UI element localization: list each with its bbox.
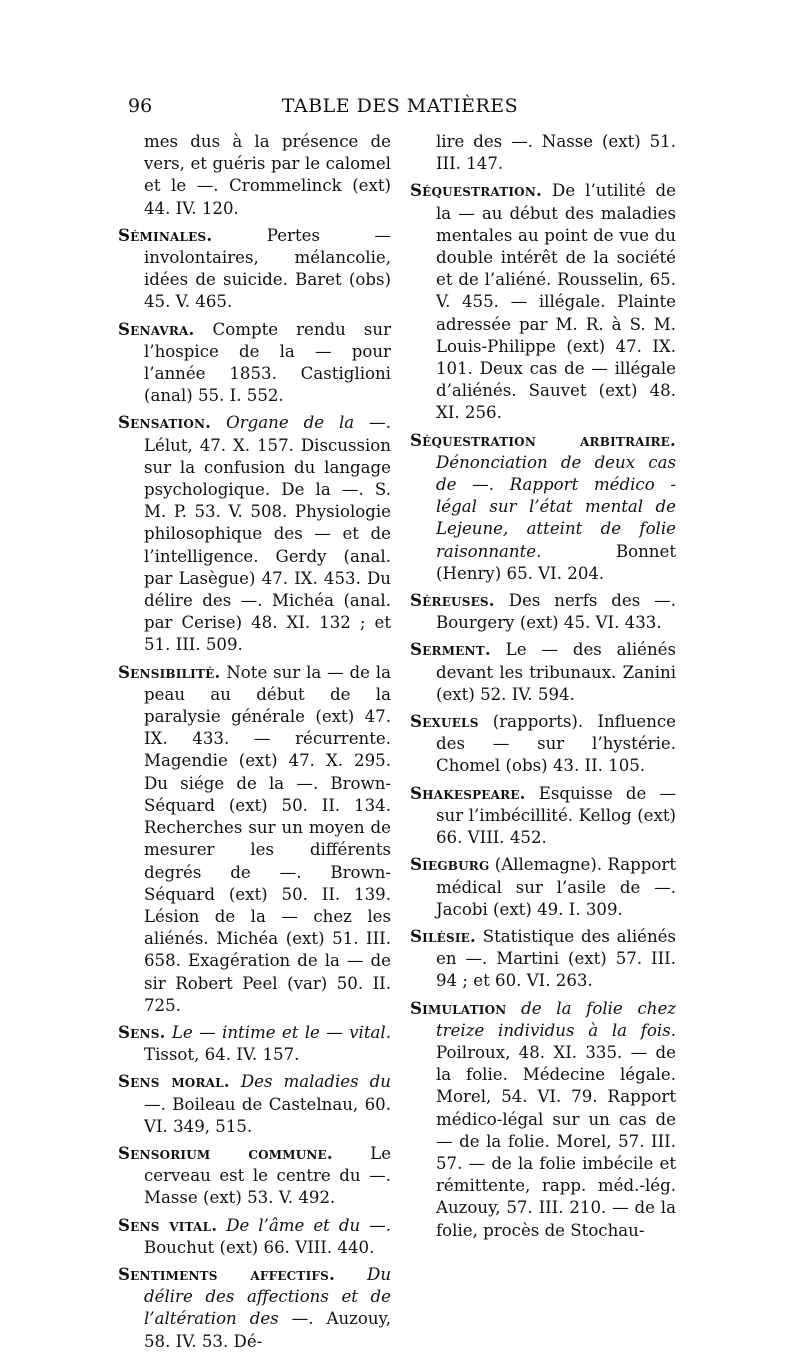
entry-text: Bouchut (ext) 66. VIII. 440. [144,1237,375,1257]
index-entry [118,411,391,656]
index-entry [410,997,676,1242]
entry-text: Lélut, 47. X. 157. Discussion sur la confusion du langage psychologique. De la —. S. M. P. 53. V. 508. Physiologie philosophique des — et de l’intelligence. Gerdy (anal. par Lasègue) 47. IX. 453. Du délire des —. Michéa (anal. par Cerise) 48. XI. 132 ; et 51. III. 509. [144,435,391,655]
entry-headword: Sens. [118,1021,166,1042]
entry-text: Le — des aliénés devant les tribunaux. Zanini (ext) 52. IV. 594. [436,640,676,704]
index-entry [118,1070,391,1138]
entry-text: Tissot, 64. IV. 157. [144,1045,300,1065]
entry-headword: Sentiments affectifs. [118,1263,335,1284]
entry-headword: Séreuses. [410,590,495,611]
entry-text: mes dus à la présence de vers, et guéris par le calomel et le —. Crommelinck (ext) 44. IV. 120. [144,132,391,218]
index-entry [118,131,391,220]
entry-italic-title: Organe de la —. [226,413,391,433]
entry-headword: Silésie. [410,925,476,946]
entry-text: Le cerveau est le centre du —. Masse (ext) 53. V. 492. [144,1143,392,1208]
entry-italic-title: Des maladies du —. [144,1072,391,1114]
entry-text: Poilroux, 48. XI. 335. — de la folie. Médecine légale. Morel, 54. VI. 79. Rapport médico-légal sur un cas de — de la folie. Morel, 57. III. 57. — de la folie imbécile et rémittente, rapp. méd.-lég. Auzouy, 57. III. 210. — de la folie, procès de Stochau- [436,1042,676,1240]
index-entry [410,429,676,585]
entry-italic-title: Le — intime et le — vital. [171,1022,392,1042]
entry-italic-title: De l’âme et du —. [226,1215,391,1235]
index-entry [410,925,676,993]
entry-headword: Séminales. [118,224,213,245]
entry-text: Note sur la — de la peau au début de la paralysie générale (ext) 47. IX. 433. — récurrente. Magendie (ext) 47. X. 295. Du siége de la —. Brown-Séquard (ext) 50. II. 134. Recherches sur un moyen de mesurer les différents degrés de —. Brown-Séquard (ext) 50. II. 139. Lésion de la — chez les aliénés. Michéa (ext) 51. III. 658. Exagération de la — de sir Robert Peel (var) 50. II. 725. [144,662,391,1015]
entry-text: Auzouy, 58. IV. 53. Dé- [144,1309,392,1351]
index-entry [118,661,391,1017]
index-entry [410,589,676,634]
page-header [114,95,686,123]
entry-text: Statistique des aliénés en —. Martini (ext) 57. III. 94 ; et 60. VI. 263. [436,926,676,991]
entry-headword: Séquestration arbitraire. [410,429,676,450]
entry-text: Compte rendu sur l’hospice de la — pour l’année 1853. Castiglioni (anal) 55. I. 552. [144,319,392,406]
index-entry [410,179,676,424]
index-entry [118,1214,391,1259]
page-number: 96 [128,95,153,117]
entry-text: lire des —. Nasse (ext) 51. III. 147. [436,132,676,174]
index-entry [410,782,676,850]
index-entry [118,1021,391,1066]
entry-text: Esquisse de — sur l’imbécillité. Kellog (ext) 66. VIII. 452. [436,783,676,848]
entry-italic-title: de la folie chez treize individus à la fois. [436,998,677,1040]
entry-headword: Sensation. [118,412,212,433]
index-entry [118,1263,391,1353]
entry-text: (Allemagne). Rapport médical sur l’asile de —. Jacobi (ext) 49. I. 309. [436,855,677,919]
entry-italic-title: Dénonciation de deux cas de —. Rapport médico - légal sur l’état mental de Lejeune, atteint de folie raisonnante. [436,452,676,561]
entry-text: Des nerfs des —. Bourgery (ext) 45. VI. 433. [436,591,677,633]
index-entry [410,638,676,706]
entry-text: Boileau de Castelnau, 60. VI. 349, 515. [144,1094,391,1136]
entry-headword: Siegburg [410,854,490,875]
entry-headword: Simulation [410,997,507,1018]
entry-headword: Sens vital. [118,1214,218,1235]
left-column [118,131,391,1357]
entry-headword: Sens moral. [118,1071,230,1092]
index-entry [118,318,391,408]
index-entry [118,224,391,314]
entry-text: (rapports). Influence des — sur l’hystérie. Chomel (obs) 43. II. 105. [436,712,677,776]
entry-headword: Shakespeare. [410,782,526,803]
entry-text: Pertes — involontaires, mélancolie, idées de suicide. Baret (obs) 45. V. 465. [144,225,392,312]
index-entry [410,853,676,921]
index-entry [410,131,676,175]
entry-headword: Sensorium commune. [118,1142,333,1163]
entry-headword: Senavra. [118,318,195,339]
entry-headword: Sexuels [410,711,479,732]
right-column [410,131,676,1246]
entry-headword: Sensibilité. [118,661,221,682]
index-entry [410,710,676,778]
page-title: TABLE DES MATIÈRES [281,95,519,117]
index-entry [118,1142,391,1210]
entry-headword: Séquestration. [410,180,542,201]
entry-text: Bonnet (Henry) 65. VI. 204. [436,541,676,583]
entry-headword: Serment. [410,639,491,660]
entry-italic-title: Du délire des affections et de l’altération des —. [144,1264,392,1329]
entry-text: De l’utilité de la — au début des maladies mentales au point de vue du double intérêt de la société et de l’aliéné. Rousselin, 65. V. 455. — illégale. Plainte adressée par M. R. à S. M. Louis-Philippe (ext) 47. IX. 101. Deux cas de — illégale d’aliénés. Sauvet (ext) 48. XI. 256. [436,181,676,423]
